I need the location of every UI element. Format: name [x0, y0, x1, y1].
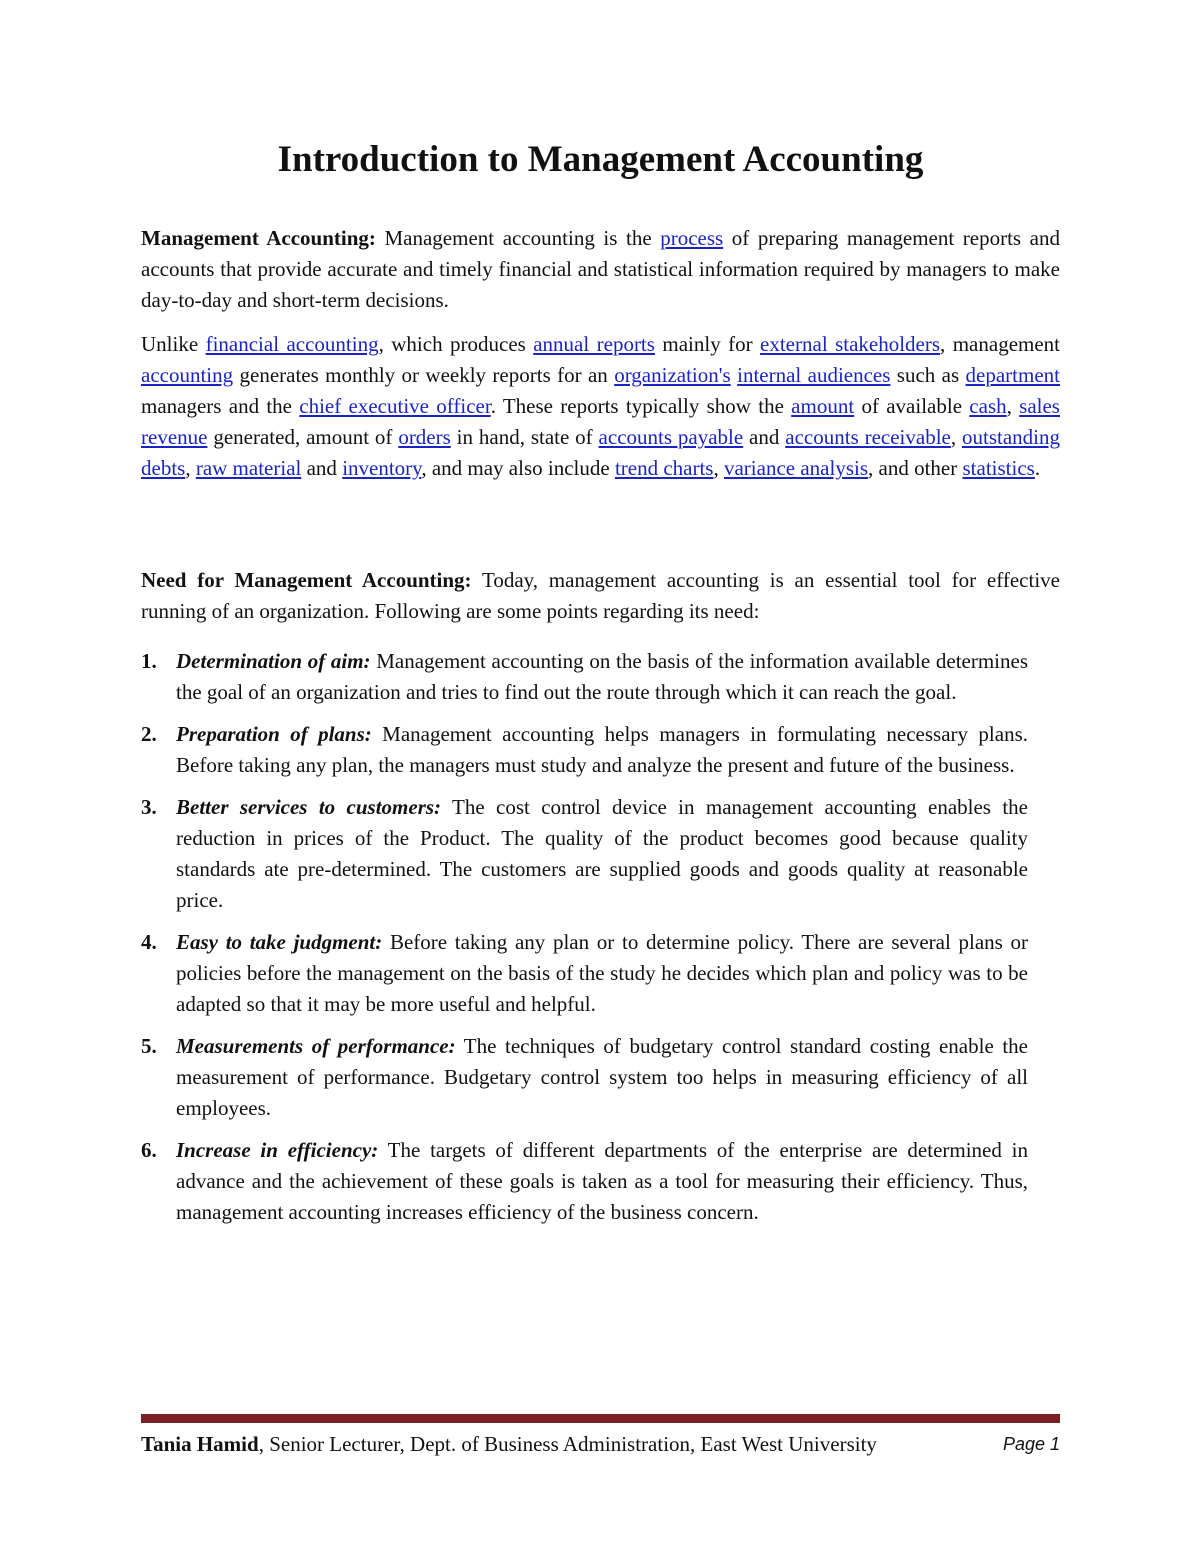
link-variance-analysis[interactable]: variance analysis: [723, 456, 869, 480]
link-accounting[interactable]: accounting: [141, 363, 234, 387]
list-item-heading: Measurements of performance:: [176, 1034, 456, 1058]
list-item-heading: Increase in efficiency:: [176, 1138, 379, 1162]
list-item-text: The techniques of budgetary control standard costing enable the measurement of performance. Budgetary control system too helps in measuring efficiency of all employees.: [176, 1034, 1028, 1120]
text-span: Management accounting is the: [375, 226, 661, 250]
text-span: , management: [940, 332, 1061, 356]
list-item-heading: Determination of aim:: [176, 649, 371, 673]
list-item-text: The cost control device in management accounting enables the reduction in prices of the Product. The quality of the product becomes good because quality standards ate pre-determined. The customers are supplied goods and goods quality at reasonable price.: [176, 795, 1028, 912]
list-item: [141, 719, 1028, 781]
text-span: generated, amount of: [207, 425, 399, 449]
term-management-accounting: Management Accounting:: [141, 226, 376, 250]
link-accounts-receivable[interactable]: accounts receivable: [785, 425, 951, 449]
text-span: ,: [950, 425, 962, 449]
text-span: ,: [1006, 394, 1020, 418]
list-number: 2.: [141, 722, 157, 746]
list-item: [141, 792, 1028, 916]
link-trend-charts[interactable]: trend charts: [614, 456, 714, 480]
list-item: [141, 1135, 1028, 1228]
text-span: Unlike: [141, 332, 206, 356]
list-number: 1.: [141, 649, 157, 673]
list-item: [141, 927, 1028, 1020]
list-item-text: Management accounting helps managers in formulating necessary plans. Before taking any plan, the managers must study and analyze the present and future of the business.: [176, 722, 1028, 777]
list-number: 6.: [141, 1138, 157, 1162]
link-outstanding-debts[interactable]: outstanding debts: [141, 425, 1060, 480]
text-span: in hand, state of: [450, 425, 599, 449]
link-process[interactable]: process: [660, 226, 724, 250]
footer-author: Tania Hamid: [141, 1432, 259, 1456]
page-title: Introduction to Management Accounting: [277, 139, 924, 180]
list-item-heading: Easy to take judgment:: [176, 930, 383, 954]
text-span: . These reports typically show the: [490, 394, 792, 418]
link-statistics[interactable]: statistics: [962, 456, 1035, 480]
link-financial-accounting[interactable]: financial accounting: [205, 332, 379, 356]
list-item: [141, 1031, 1028, 1124]
link-accounts-payable[interactable]: accounts payable: [598, 425, 744, 449]
list-item-text: Management accounting on the basis of the information available determines the goal of an organization and tries to find out the route through which it can reach the goal.: [176, 649, 1029, 704]
link-organizations[interactable]: organization's: [614, 363, 731, 387]
list-item-heading: Preparation of plans:: [176, 722, 372, 746]
list-item-text: Before taking any plan or to determine policy. There are several plans or policies before the management on the basis of the study he decides which plan and policy was to be adapted so that it may be more useful and helpful.: [176, 930, 1029, 1016]
link-inventory[interactable]: inventory: [342, 456, 422, 480]
text-span: of preparing management reports and accounts that provide accurate and timely financial and statistical information required by managers to make day-to-day and short-term decisions.: [141, 226, 1060, 312]
list-number: 3.: [141, 795, 157, 819]
link-annual-reports[interactable]: annual reports: [533, 332, 655, 356]
text-span: of available: [854, 394, 970, 418]
page-number: Page 1: [1002, 1434, 1060, 1454]
text-span: managers and the: [141, 394, 300, 418]
text-span: ,: [185, 456, 196, 480]
link-chief-executive-officer[interactable]: chief executive officer: [299, 394, 491, 418]
list-item-heading: Better services to customers:: [176, 795, 442, 819]
text-span: , which produces: [378, 332, 534, 356]
text-span: , and other: [868, 456, 963, 480]
text-span: such as: [890, 363, 966, 387]
link-orders[interactable]: orders: [398, 425, 451, 449]
text-span: .: [1034, 456, 1041, 480]
paragraph-definition: [141, 223, 1060, 316]
needs-list: [141, 646, 1060, 1239]
link-internal-audiences[interactable]: internal audiences: [737, 363, 891, 387]
list-number: 5.: [141, 1034, 157, 1058]
paragraph-comparison: [141, 329, 1060, 484]
text-span: and: [301, 456, 343, 480]
link-cash[interactable]: cash: [969, 394, 1007, 418]
text-span: ,: [713, 456, 724, 480]
link-amount[interactable]: amount: [791, 394, 855, 418]
link-raw-material[interactable]: raw material: [195, 456, 302, 480]
link-sales-revenue[interactable]: sales revenue: [141, 394, 1060, 449]
text-span: generates monthly or weekly reports for an: [233, 363, 615, 387]
link-department[interactable]: department: [965, 363, 1060, 387]
page-footer: [141, 1430, 1060, 1458]
footer-divider: [141, 1414, 1060, 1423]
text-span: , and may also include: [421, 456, 615, 480]
paragraph-need: [141, 565, 1060, 627]
text-span: mainly for: [654, 332, 761, 356]
list-number: 4.: [141, 930, 157, 954]
term-need-for-management-accounting: Need for Management Accounting:: [141, 568, 472, 592]
footer-affiliation: , Senior Lecturer, Dept. of Business Administration, East West University: [258, 1432, 877, 1456]
list-item-text: The targets of different departments of the enterprise are determined in advance and the achievement of these goals is taken as a tool for measuring their efficiency. Thus, management accounting increases efficiency of the business concern.: [176, 1138, 1028, 1224]
list-item: [141, 646, 1028, 708]
link-external-stakeholders[interactable]: external stakeholders: [760, 332, 941, 356]
text-span: Today, management accounting is an essential tool for effective running of an organization. Following are some points regarding its need:: [141, 568, 1060, 623]
text-span: and: [743, 425, 786, 449]
